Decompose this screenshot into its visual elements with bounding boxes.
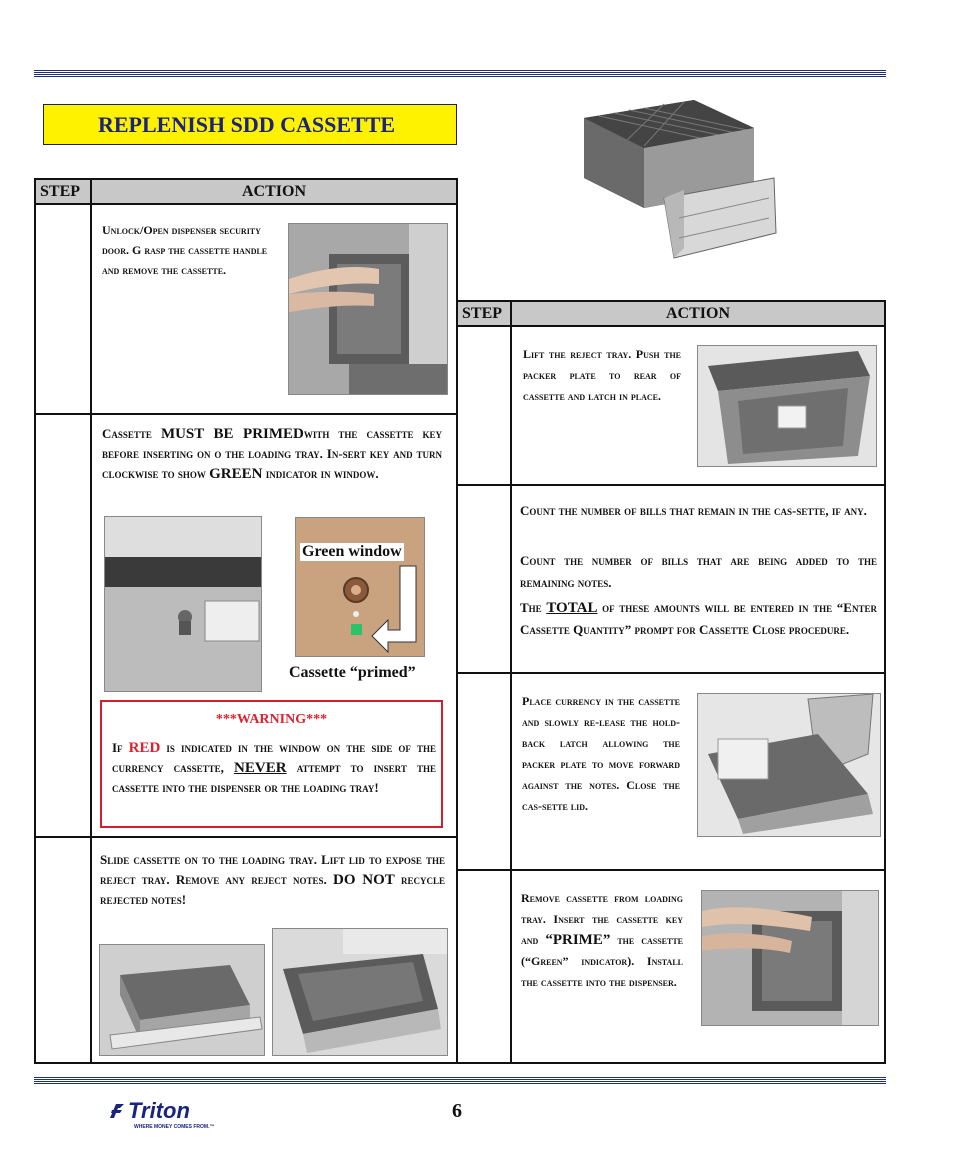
left-step3-text <box>100 850 445 910</box>
cassette-key-photo <box>104 516 262 692</box>
right-row-divider-1 <box>458 484 884 486</box>
install-cassette-photo <box>701 890 879 1026</box>
right-step2-p3 <box>520 597 877 641</box>
left-step2-text-c: with the cassette key before inserting on o the loading tray. In-sert key and turn clockwise to show <box>102 426 442 481</box>
right-action-header: ACTION <box>665 305 730 322</box>
total-word: TOTAL <box>546 600 598 616</box>
right-step1-text: Lift the reject tray. Push the packer plate to rear of cassette and latch in place. <box>523 347 681 403</box>
right-row-divider-3 <box>458 869 884 871</box>
warning-text <box>112 738 436 798</box>
left-step2-text-a: Cassette <box>102 426 161 441</box>
right-step2-p3-c: of these amounts will be entered in the “Enter Cassette Quantity” prompt for Cassette Close procedure. <box>520 600 877 637</box>
triton-logo <box>104 1098 214 1134</box>
right-step4-text <box>521 888 683 993</box>
red-word: RED <box>128 740 161 756</box>
left-step3-text-c: recycle rejected notes! <box>100 872 445 907</box>
green-word: GREEN <box>209 466 263 482</box>
left-column-divider <box>90 180 92 1062</box>
right-row-divider-2 <box>458 672 884 674</box>
left-step3-text-a: Slide cassette on to the loading tray. Lift lid to expose the reject tray. Remove any reject notes. <box>100 852 445 887</box>
triton-swoosh-icon <box>106 1100 128 1122</box>
warning-text-e: attempt to insert the cassette into the dispenser or the loading tray! <box>112 760 436 795</box>
page-number: 6 <box>452 1100 462 1122</box>
warning-box <box>100 700 443 828</box>
left-step2-text <box>102 424 442 484</box>
right-step-header: STEP <box>462 305 503 322</box>
must-be-primed: MUST BE PRIMED <box>160 426 304 442</box>
left-step2-text-e: indicator in window. <box>262 466 379 481</box>
loading-tray-photo <box>99 944 265 1056</box>
green-window-photo <box>295 517 425 657</box>
reject-tray-photo <box>697 345 877 467</box>
page-title: REPLENISH SDD CASSETTE <box>43 104 457 145</box>
bottom-rule <box>34 1077 886 1085</box>
primed-caption: Cassette “primed” <box>289 664 416 681</box>
warning-text-c: is indicated in the window on the side of the currency cassette, <box>112 740 436 775</box>
dispenser-machine-photo <box>564 98 778 268</box>
right-column-divider <box>510 302 512 1062</box>
left-step1-photo <box>288 223 448 395</box>
currency-placement-photo <box>697 693 881 837</box>
left-action-header: ACTION <box>241 183 306 200</box>
right-step4-text-a: Remove cassette from loading tray. Insert the cassette key and <box>521 891 683 947</box>
top-rule <box>34 70 886 78</box>
left-row-divider-1 <box>36 413 456 415</box>
right-step2-p2: Count the number of bills that are being added to the remaining notes. <box>520 553 877 590</box>
warning-title: ***WARNING*** <box>215 712 328 727</box>
left-step-header: STEP <box>40 183 81 200</box>
left-row-divider-2 <box>36 836 456 838</box>
triton-tagline: WHERE MONEY COMES FROM.™ <box>134 1124 215 1130</box>
do-not-word: DO NOT <box>333 872 395 888</box>
right-table-header <box>458 302 884 327</box>
open-lid-photo <box>272 928 448 1056</box>
triton-logo-text: Triton <box>128 1098 190 1123</box>
left-table-header <box>36 180 456 205</box>
green-window-label: Green window <box>302 543 402 560</box>
prime-word: “PRIME” <box>545 932 611 948</box>
right-step2-p3-a: The <box>520 600 547 615</box>
never-word: NEVER <box>234 760 287 776</box>
left-step1-text: Unlock/Open dispenser security door. G rasp the cassette handle and remove the cassette. <box>102 223 268 277</box>
right-step2-p1: Count the number of bills that remain in the cas-sette, if any. <box>520 503 867 518</box>
warning-text-a: If <box>112 740 129 755</box>
right-step3-text: Place currency in the cassette and slowly re-lease the hold-back latch allowing the packer plate to move forward against the notes. Close the cas-sette lid. <box>522 694 680 813</box>
right-step4-text-c: the cassette (“Green” indicator). Install the cassette into the dispenser. <box>521 933 683 989</box>
